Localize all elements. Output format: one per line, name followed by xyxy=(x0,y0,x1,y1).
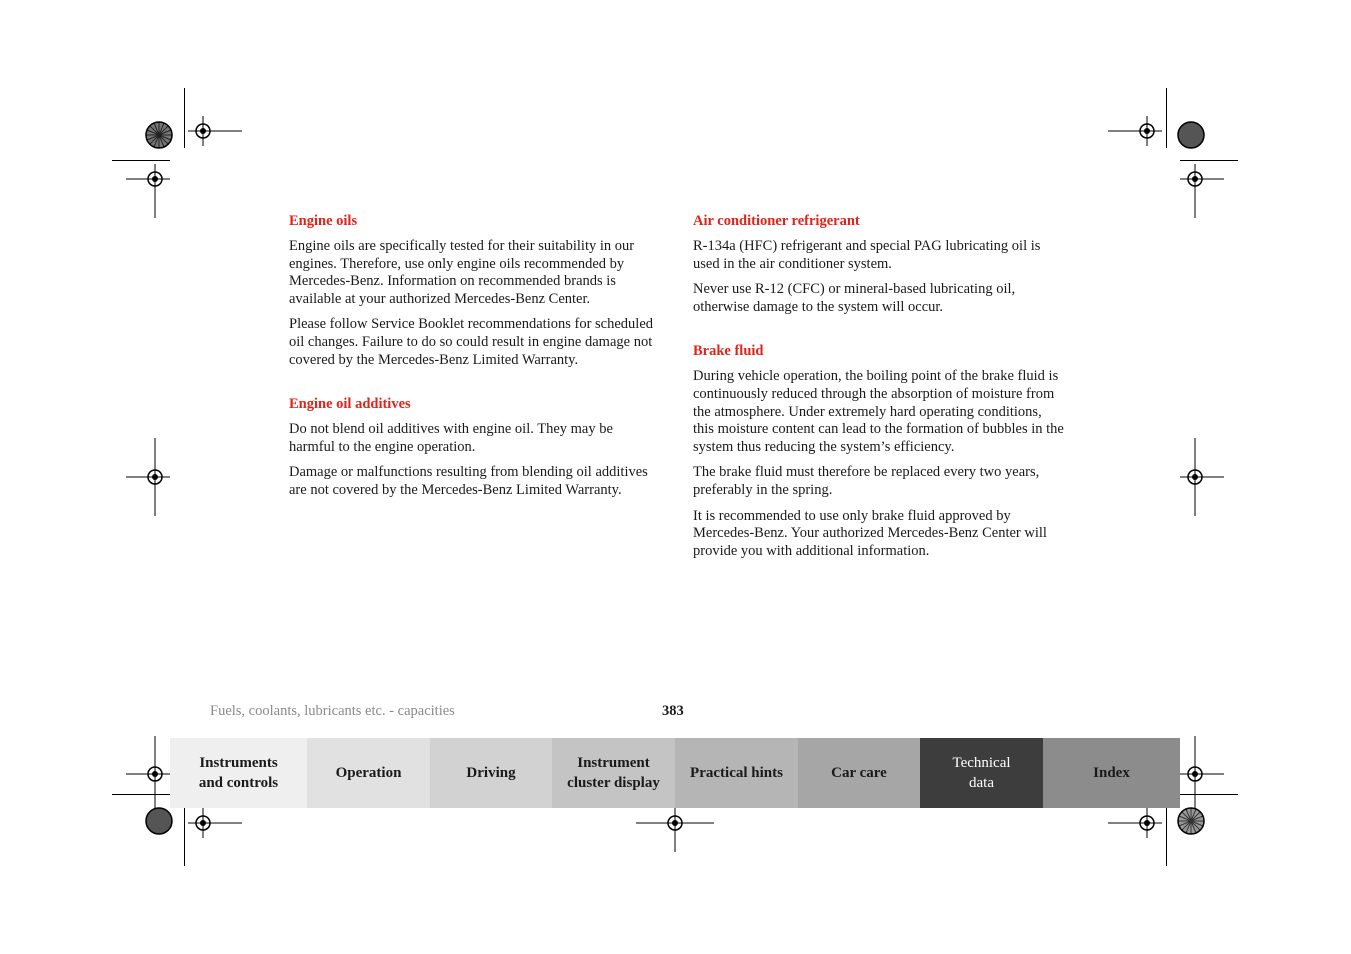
paragraph: The brake fluid must therefore be replaced every two years, preferably in the spring. xyxy=(693,464,1040,498)
crop-line xyxy=(112,160,170,161)
crosshair-icon xyxy=(1108,808,1162,838)
crosshair-icon xyxy=(1180,164,1224,218)
footer-section-title: Fuels, coolants, lubricants etc. - capacities xyxy=(210,703,455,719)
crosshair-icon xyxy=(126,438,170,516)
crosshair-icon xyxy=(126,164,170,218)
crosshair-icon xyxy=(188,116,242,146)
crop-line xyxy=(184,88,185,148)
section-heading: Air conditioner refrigerant xyxy=(693,213,860,229)
paragraph: Engine oils are specifically tested for their suitability in our engines. Therefore, use only engine oils recommended by Mercedes-Benz. Information on recommended brands is available at your authorized Mercedes-Benz Center. xyxy=(289,238,635,307)
paragraph: It is recommended to use only brake fluid approved by Mercedes-Benz. Your authorized Mercedes-Benz Center will provide you with additional information. xyxy=(693,507,1047,559)
tab-operation[interactable]: Operation xyxy=(307,738,430,808)
crop-line xyxy=(1166,88,1167,148)
tab-car-care[interactable]: Car care xyxy=(798,738,920,808)
paragraph: Please follow Service Booklet recommendations for scheduled oil changes. Failure to do so could result in engine damage not covered by the Mercedes-Benz Limited Warranty. xyxy=(289,316,654,368)
section-heading: Engine oil additives xyxy=(289,396,411,413)
color-wheel-icon xyxy=(1176,806,1206,836)
paragraph: R-134a (HFC) refrigerant and special PAG lubricating oil is used in the air conditioner system. xyxy=(693,238,1041,272)
page-number: 383 xyxy=(662,703,684,719)
color-wheel-icon xyxy=(1176,120,1206,150)
section-brake-fluid xyxy=(693,342,1065,560)
color-wheel-icon xyxy=(144,120,174,150)
crop-line xyxy=(1180,794,1238,795)
crosshair-icon xyxy=(126,736,170,814)
crosshair-icon xyxy=(1180,438,1224,516)
tab-index[interactable]: Index xyxy=(1043,738,1180,808)
paragraph: Never use R-12 (CFC) or mineral-based lubricating oil, otherwise damage to the system will occur. xyxy=(693,281,1016,315)
crop-line xyxy=(1166,808,1167,866)
section-engine-oils xyxy=(289,212,661,369)
section-heading: Brake fluid xyxy=(693,343,764,360)
section-engine-oil-additives xyxy=(289,395,661,499)
color-wheel-icon xyxy=(144,806,174,836)
left-column xyxy=(289,212,661,508)
tab-instrument-cluster-display[interactable]: Instrument cluster display xyxy=(552,738,675,808)
right-column xyxy=(693,212,1065,568)
crop-line xyxy=(1180,160,1238,161)
paragraph: During vehicle operation, the boiling point of the brake fluid is continuously reduced through the absorption of moisture from the atmosphere. Under extremely hard operating conditions, this moisture content can lead to the formation of bubbles in the system thus reducing the system’s efficiency. xyxy=(693,368,1064,455)
crosshair-icon xyxy=(1108,116,1162,146)
tab-driving[interactable]: Driving xyxy=(430,738,552,808)
paragraph: Do not blend oil additives with engine oil. They may be harmful to the engine operation. xyxy=(289,421,613,455)
section-heading: Engine oils xyxy=(289,213,358,229)
crosshair-icon xyxy=(188,808,242,838)
crop-line xyxy=(112,794,170,795)
tab-technical-data[interactable]: Technical data xyxy=(920,738,1043,808)
chapter-tab-bar xyxy=(170,738,1180,808)
crop-line xyxy=(184,808,185,866)
section-air-conditioner-refrigerant xyxy=(693,212,1065,316)
tab-instruments-and-controls[interactable]: Instruments and controls xyxy=(170,738,307,808)
crosshair-icon xyxy=(1180,736,1224,814)
crosshair-icon xyxy=(636,808,714,852)
paragraph: Damage or malfunctions resulting from blending oil additives are not covered by the Mercedes-Benz Limited Warranty. xyxy=(289,464,648,498)
tab-practical-hints[interactable]: Practical hints xyxy=(675,738,798,808)
